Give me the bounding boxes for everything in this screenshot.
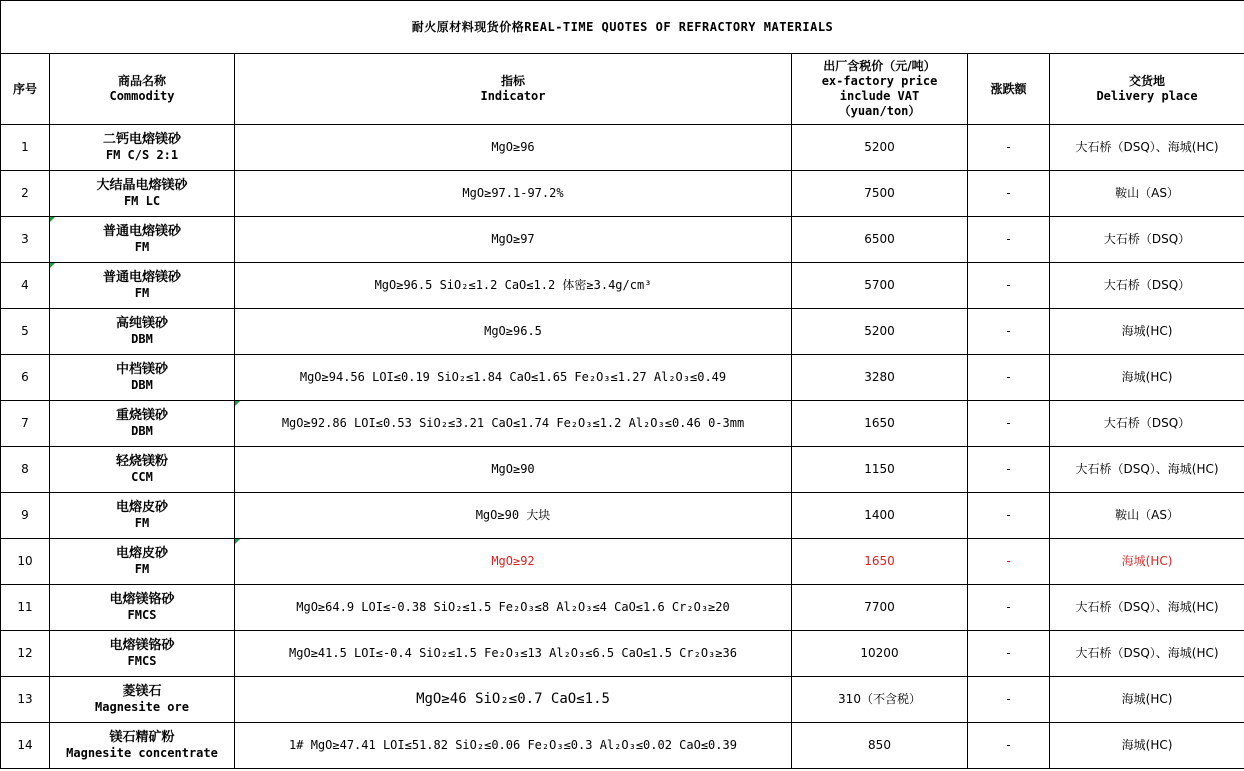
table-row: [1, 171, 1244, 217]
cell-commodity: [50, 309, 235, 355]
cell-delivery: 海城(HC): [1050, 723, 1244, 769]
cell-commodity: [50, 171, 235, 217]
cell-delivery: 海城(HC): [1050, 677, 1244, 723]
cell-change: -: [968, 217, 1050, 263]
cell-indicator: MgO≥94.56 LOI≤0.19 SiO₂≤1.84 CaO≤1.65 Fe₂O₃≤1.27 Al₂O₃≤0.49: [235, 355, 792, 401]
header-delivery-cn: 交货地: [1129, 74, 1166, 88]
commodity-cn: 轻烧镁粉: [115, 454, 168, 469]
cell-no: 5: [1, 309, 50, 355]
commodity-cn: 大结晶电熔镁砂: [96, 178, 188, 193]
cell-price: 850: [792, 723, 968, 769]
cell-no: 3: [1, 217, 50, 263]
cell-indicator: MgO≥96: [235, 125, 792, 171]
cell-commodity: [50, 217, 235, 263]
cell-change: -: [968, 631, 1050, 677]
cell-price: 6500: [792, 217, 968, 263]
cell-no: 7: [1, 401, 50, 447]
cell-commodity: [50, 723, 235, 769]
cell-indicator: MgO≥97.1-97.2%: [235, 171, 792, 217]
cell-commodity: [50, 585, 235, 631]
cell-indicator: 1# MgO≥47.41 LOI≤51.82 SiO₂≤0.06 Fe₂O₃≤0.3 Al₂O₃≤0.02 CaO≤0.39: [235, 723, 792, 769]
cell-no: 11: [1, 585, 50, 631]
cell-commodity: [50, 125, 235, 171]
commodity-cn: 高纯镁砂: [115, 316, 168, 331]
cell-change: -: [968, 401, 1050, 447]
table-row: [1, 401, 1244, 447]
cell-price: 1400: [792, 493, 968, 539]
cell-price: 310（不含税）: [792, 677, 968, 723]
cell-indicator: MgO≥64.9 LOI≤-0.38 SiO₂≤1.5 Fe₂O₃≤8 Al₂O₃≤4 CaO≤1.6 Cr₂O₃≥20: [235, 585, 792, 631]
cell-delivery: 大石桥（DSQ）、海城(HC): [1050, 125, 1244, 171]
header-commodity-en: Commodity: [109, 89, 175, 103]
cell-change: -: [968, 171, 1050, 217]
header-price: [792, 54, 968, 125]
header-commodity: [50, 54, 235, 125]
comment-marker: [50, 217, 55, 222]
commodity-en: CCM: [131, 470, 153, 484]
cell-no: 6: [1, 355, 50, 401]
cell-price: 1150: [792, 447, 968, 493]
cell-change: -: [968, 447, 1050, 493]
header-commodity-cn: 商品名称: [117, 74, 166, 88]
cell-commodity: [50, 263, 235, 309]
cell-indicator: MgO≥90 大块: [235, 493, 792, 539]
cell-price: 10200: [792, 631, 968, 677]
table-row: [1, 539, 1244, 585]
cell-no: 9: [1, 493, 50, 539]
cell-commodity: [50, 493, 235, 539]
commodity-cn: 电熔皮砂: [115, 546, 168, 561]
indicator-text: MgO≥92: [491, 554, 535, 568]
commodity-cn: 电熔皮砂: [115, 500, 168, 515]
commodity-cn: 电熔镁铬砂: [109, 592, 175, 607]
commodity-cn: 普通电熔镁砂: [102, 270, 181, 285]
cell-delivery: 鞍山（AS）: [1050, 493, 1244, 539]
header-indicator-cn: 指标: [500, 74, 525, 88]
table-row: [1, 677, 1244, 723]
cell-indicator: MgO≥96.5 SiO₂≤1.2 CaO≤1.2 体密≥3.4g/cm³: [235, 263, 792, 309]
commodity-en: Magnesite ore: [95, 700, 189, 714]
cell-no: 1: [1, 125, 50, 171]
commodity-cn: 电熔镁铬砂: [109, 638, 175, 653]
commodity-en: FM: [134, 562, 150, 576]
table-row: [1, 263, 1244, 309]
comment-marker: [235, 401, 240, 406]
title-en: REAL-TIME QUOTES OF REFRACTORY MATERIALS: [524, 19, 834, 34]
cell-delivery: 大石桥（DSQ）、海城(HC): [1050, 585, 1244, 631]
header-no: [1, 54, 50, 125]
cell-change: -: [968, 493, 1050, 539]
cell-change: -: [968, 355, 1050, 401]
cell-price: 5700: [792, 263, 968, 309]
table-row: [1, 309, 1244, 355]
cell-indicator: MgO≥96.5: [235, 309, 792, 355]
header-delivery-en: Delivery place: [1096, 89, 1198, 103]
cell-no: 12: [1, 631, 50, 677]
table-row: [1, 493, 1244, 539]
cell-change: -: [968, 125, 1050, 171]
header-change: [968, 54, 1050, 125]
cell-price: 5200: [792, 309, 968, 355]
commodity-en: FM C/S 2:1: [105, 148, 179, 162]
cell-change: -: [968, 585, 1050, 631]
cell-change: -: [968, 677, 1050, 723]
cell-indicator: MgO≥90: [235, 447, 792, 493]
cell-delivery: 海城(HC): [1050, 309, 1244, 355]
header-price-en2: include VAT: [839, 89, 920, 103]
commodity-cn: 普通电熔镁砂: [102, 224, 181, 239]
cell-price: 5200: [792, 125, 968, 171]
header-indicator: [235, 54, 792, 125]
commodity-en: FM: [134, 240, 150, 254]
cell-no: 14: [1, 723, 50, 769]
commodity-en: FMCS: [127, 654, 157, 668]
cell-delivery: 大石桥（DSQ）、海城(HC): [1050, 447, 1244, 493]
cell-no: 13: [1, 677, 50, 723]
header-delivery: [1050, 54, 1244, 125]
cell-delivery: 大石桥（DSQ）: [1050, 401, 1244, 447]
cell-delivery: 鞍山（AS）: [1050, 171, 1244, 217]
table-row: [1, 125, 1244, 171]
cell-commodity: [50, 631, 235, 677]
commodity-en: DBM: [131, 424, 153, 438]
title-cn: 耐火原材料现货价格: [411, 19, 525, 34]
commodity-cn: 中档镁砂: [115, 362, 168, 377]
cell-delivery: 大石桥（DSQ）: [1050, 217, 1244, 263]
cell-price: 7700: [792, 585, 968, 631]
cell-commodity: [50, 677, 235, 723]
table-row: [1, 723, 1244, 769]
cell-commodity: [50, 447, 235, 493]
commodity-en: FM: [134, 286, 150, 300]
header-change-label: 涨跌额: [990, 81, 1027, 96]
cell-no: 2: [1, 171, 50, 217]
cell-no: 8: [1, 447, 50, 493]
header-no-label: 序号: [12, 81, 37, 96]
commodity-cn: 重烧镁砂: [115, 408, 168, 423]
cell-delivery: 大石桥（DSQ）: [1050, 263, 1244, 309]
table-title: [1, 1, 1244, 54]
cell-change: -: [968, 309, 1050, 355]
cell-change: -: [968, 539, 1050, 585]
table-row: [1, 355, 1244, 401]
cell-indicator: [235, 539, 792, 585]
comment-marker: [235, 539, 240, 544]
commodity-en: FM LC: [123, 194, 161, 208]
cell-indicator: MgO≥46 SiO₂≤0.7 CaO≤1.5: [235, 677, 792, 723]
table-row: [1, 631, 1244, 677]
header-price-en3: （yuan/ton）: [838, 104, 921, 118]
cell-no: 4: [1, 263, 50, 309]
commodity-en: FMCS: [127, 608, 157, 622]
cell-indicator: [235, 401, 792, 447]
cell-no: 10: [1, 539, 50, 585]
cell-indicator: MgO≥97: [235, 217, 792, 263]
table-row: [1, 447, 1244, 493]
commodity-cn: 菱镁石: [122, 684, 162, 699]
cell-price: 7500: [792, 171, 968, 217]
commodity-cn: 二钙电熔镁砂: [102, 132, 181, 147]
cell-commodity: [50, 355, 235, 401]
cell-change: -: [968, 723, 1050, 769]
commodity-en: DBM: [131, 332, 153, 346]
cell-delivery: 海城(HC): [1050, 539, 1244, 585]
cell-change: -: [968, 263, 1050, 309]
comment-marker: [50, 263, 55, 268]
cell-price: 1650: [792, 401, 968, 447]
indicator-text: MgO≥92.86 LOI≤0.53 SiO₂≤3.21 CaO≤1.74 Fe₂O₃≤1.2 Al₂O₃≤0.46 0-3mm: [281, 416, 745, 430]
cell-commodity: [50, 539, 235, 585]
table-row: [1, 585, 1244, 631]
commodity-cn: 镁石精矿粉: [109, 730, 175, 745]
cell-price: 3280: [792, 355, 968, 401]
commodity-en: DBM: [131, 378, 153, 392]
header-price-cn: 出厂含税价（元/吨）: [823, 59, 936, 73]
header-indicator-en: Indicator: [480, 89, 546, 103]
cell-commodity: [50, 401, 235, 447]
commodity-en: Magnesite concentrate: [66, 746, 218, 760]
commodity-en: FM: [134, 516, 150, 530]
cell-delivery: 大石桥（DSQ）、海城(HC): [1050, 631, 1244, 677]
header-row: [1, 54, 1244, 125]
header-price-en1: ex-factory price: [821, 74, 938, 88]
cell-delivery: 海城(HC): [1050, 355, 1244, 401]
cell-price: 1650: [792, 539, 968, 585]
cell-indicator: MgO≥41.5 LOI≤-0.4 SiO₂≤1.5 Fe₂O₃≤13 Al₂O₃≤6.5 CaO≤1.5 Cr₂O₃≥36: [235, 631, 792, 677]
table-row: [1, 217, 1244, 263]
